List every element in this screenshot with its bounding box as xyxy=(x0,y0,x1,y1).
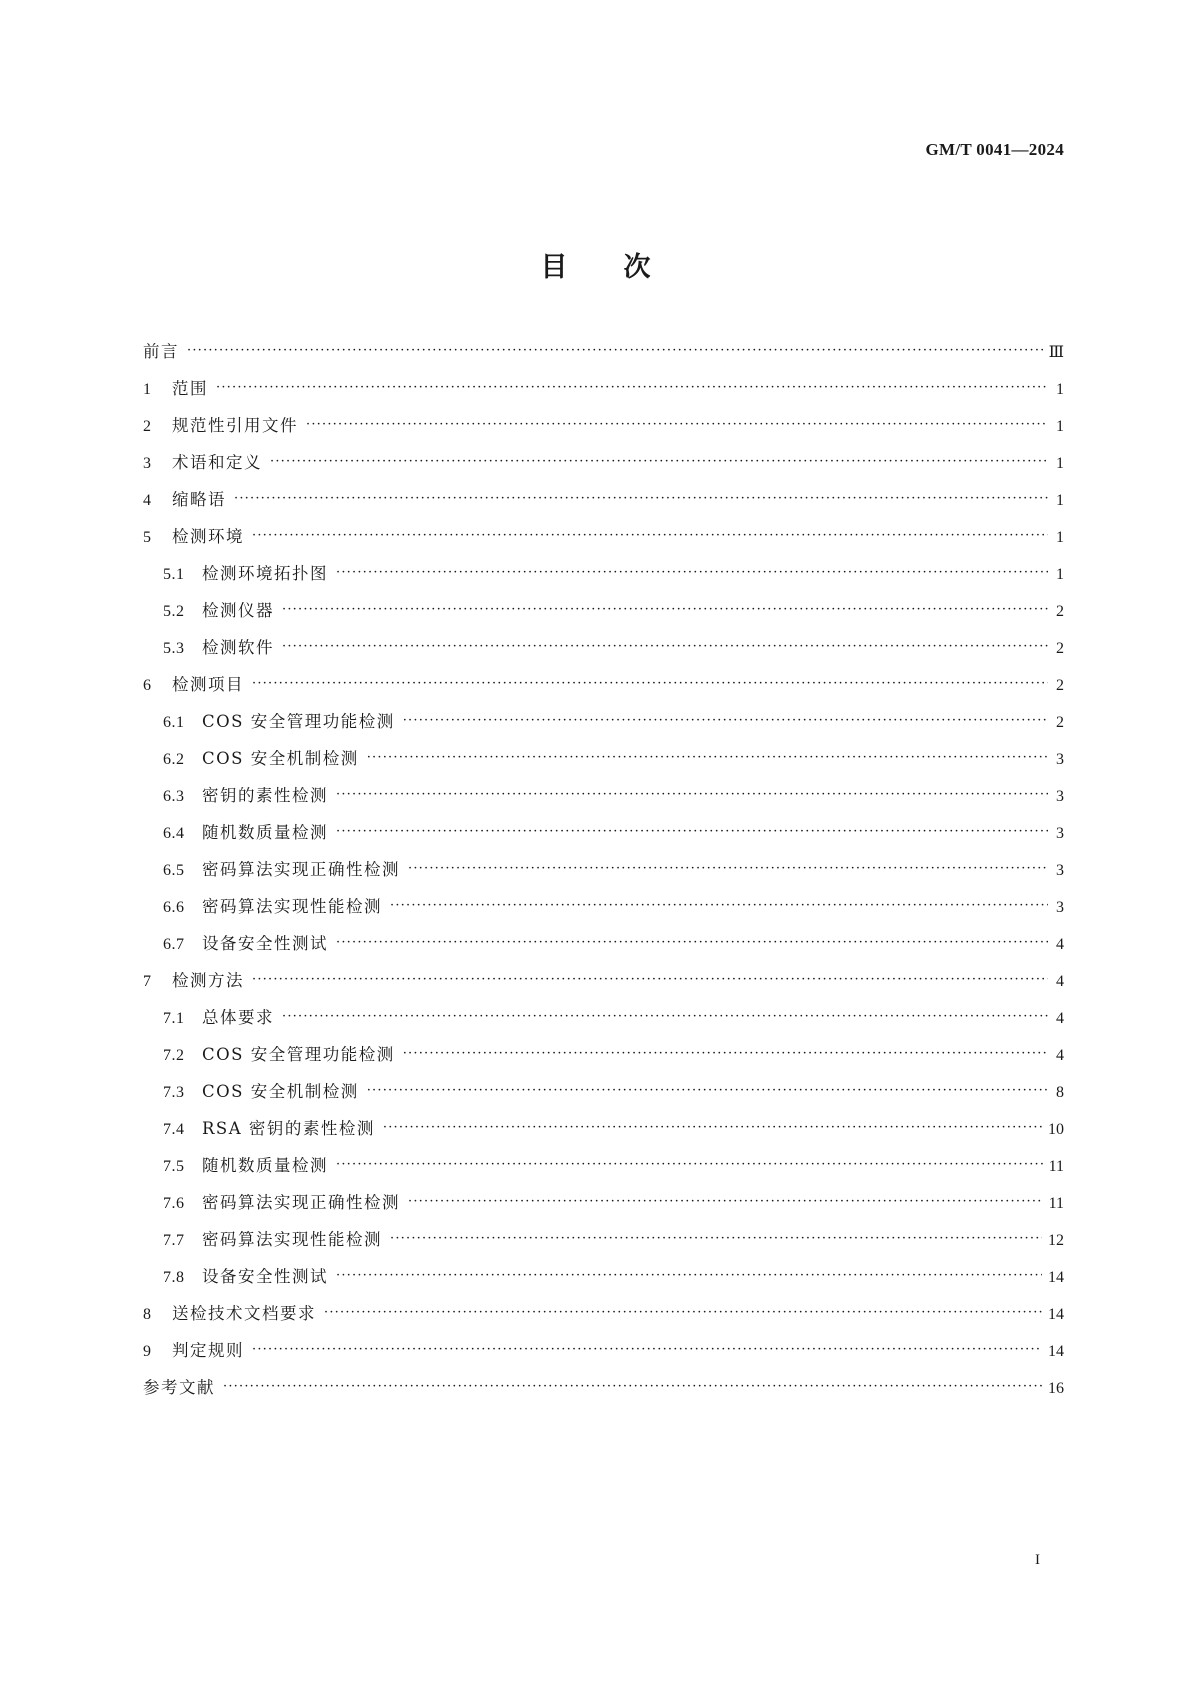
table-of-contents xyxy=(143,338,1064,1411)
toc-entry-title: COS 安全管理功能检测 xyxy=(202,712,395,731)
toc-entry-title: 缩略语 xyxy=(172,490,226,509)
toc-entry[interactable] xyxy=(143,967,1064,1004)
toc-entry[interactable] xyxy=(143,745,1064,782)
toc-entry-page: 4 xyxy=(1056,1047,1064,1064)
toc-entry[interactable] xyxy=(143,523,1064,560)
toc-entry-page: 2 xyxy=(1056,677,1064,694)
toc-entry-title: COS 安全机制检测 xyxy=(202,749,359,768)
toc-leader-dots xyxy=(336,1268,1042,1283)
toc-entry-title: 总体要求 xyxy=(202,1008,274,1027)
toc-entry-page: 1 xyxy=(1056,381,1064,398)
toc-leader-dots xyxy=(408,861,1048,876)
toc-entry-number: 5.3 xyxy=(163,640,185,657)
toc-leader-dots xyxy=(282,639,1048,654)
toc-entry-title: 密码算法实现性能检测 xyxy=(202,897,382,916)
toc-entry-number: 5.1 xyxy=(163,566,185,583)
toc-entry-number: 7.4 xyxy=(163,1121,185,1138)
toc-entry-number: 7.1 xyxy=(163,1010,185,1027)
toc-entry-page: 8 xyxy=(1056,1084,1064,1101)
toc-entry-title: 前言 xyxy=(143,342,179,361)
toc-entry[interactable] xyxy=(143,1189,1064,1226)
toc-entry-title: 检测项目 xyxy=(172,675,244,694)
toc-entry-page: 10 xyxy=(1048,1121,1064,1138)
toc-entry-page: 14 xyxy=(1048,1269,1064,1286)
toc-entry[interactable] xyxy=(143,819,1064,856)
toc-entry-page: 4 xyxy=(1056,936,1064,953)
toc-leader-dots xyxy=(403,1046,1048,1061)
toc-leader-dots xyxy=(216,380,1048,395)
toc-entry-page: 2 xyxy=(1056,714,1064,731)
toc-entry-title: 设备安全性测试 xyxy=(202,934,328,953)
toc-entry[interactable] xyxy=(143,597,1064,634)
toc-entry-page: 1 xyxy=(1056,492,1064,509)
toc-leader-dots xyxy=(252,528,1048,543)
toc-entry-title: 密钥的素性检测 xyxy=(202,786,328,805)
toc-entry[interactable] xyxy=(143,634,1064,671)
toc-leader-dots xyxy=(336,565,1048,580)
toc-entry[interactable] xyxy=(143,1226,1064,1263)
toc-entry-number: 5.2 xyxy=(163,603,185,620)
toc-leader-dots xyxy=(282,602,1048,617)
toc-entry-number: 6 xyxy=(143,677,152,694)
toc-entry-page: Ⅲ xyxy=(1048,344,1064,361)
page-number: I xyxy=(1035,1552,1040,1568)
toc-entry-title: 术语和定义 xyxy=(172,453,262,472)
toc-entry-number: 7.6 xyxy=(163,1195,185,1212)
toc-entry-number: 7.2 xyxy=(163,1047,185,1064)
toc-entry-title: 设备安全性测试 xyxy=(202,1267,328,1286)
toc-entry-title: 随机数质量检测 xyxy=(202,823,328,842)
toc-entry[interactable] xyxy=(143,1152,1064,1189)
toc-entry[interactable] xyxy=(143,856,1064,893)
toc-entry-title: 检测仪器 xyxy=(202,601,274,620)
toc-entry[interactable] xyxy=(143,375,1064,412)
toc-entry-title: 检测方法 xyxy=(172,971,244,990)
toc-entry[interactable] xyxy=(143,560,1064,597)
toc-entry[interactable] xyxy=(143,671,1064,708)
toc-leader-dots xyxy=(223,1379,1042,1394)
toc-leader-dots xyxy=(336,824,1048,839)
toc-entry-number: 7.3 xyxy=(163,1084,185,1101)
toc-leader-dots xyxy=(306,417,1048,432)
toc-entry[interactable] xyxy=(143,1337,1064,1374)
toc-entry-title: 判定规则 xyxy=(172,1341,244,1360)
toc-leader-dots xyxy=(187,343,1043,358)
toc-leader-dots xyxy=(336,935,1048,950)
toc-entry-title: 范围 xyxy=(172,379,208,398)
toc-entry-number: 6.2 xyxy=(163,751,185,768)
toc-entry-number: 7.8 xyxy=(163,1269,185,1286)
toc-entry-number: 9 xyxy=(143,1343,152,1360)
toc-entry[interactable] xyxy=(143,1041,1064,1078)
toc-entry[interactable] xyxy=(143,486,1064,523)
toc-entry-page: 3 xyxy=(1056,751,1064,768)
toc-entry-number: 6.6 xyxy=(163,899,185,916)
toc-entry[interactable] xyxy=(143,1115,1064,1152)
toc-leader-dots xyxy=(234,491,1048,506)
toc-entry-number: 2 xyxy=(143,418,152,435)
toc-entry[interactable] xyxy=(143,708,1064,745)
toc-entry-title: 检测环境拓扑图 xyxy=(202,564,328,583)
toc-entry[interactable] xyxy=(143,782,1064,819)
toc-entry-page: 1 xyxy=(1056,418,1064,435)
toc-entry[interactable] xyxy=(143,412,1064,449)
toc-entry-page: 11 xyxy=(1048,1158,1064,1175)
toc-entry-number: 6.4 xyxy=(163,825,185,842)
toc-entry-page: 2 xyxy=(1056,603,1064,620)
toc-leader-dots xyxy=(282,1009,1048,1024)
toc-entry-number: 6.1 xyxy=(163,714,185,731)
toc-leader-dots xyxy=(403,713,1048,728)
page-title-char-2: 次 xyxy=(623,252,651,283)
toc-entry-title: COS 安全管理功能检测 xyxy=(202,1045,395,1064)
toc-entry-title: COS 安全机制检测 xyxy=(202,1082,359,1101)
toc-leader-dots xyxy=(324,1305,1042,1320)
toc-leader-dots xyxy=(408,1194,1043,1209)
toc-entry-number: 7.5 xyxy=(163,1158,185,1175)
toc-entry-page: 1 xyxy=(1056,455,1064,472)
standard-code: GM/T 0041—2024 xyxy=(925,140,1064,159)
toc-entry-title: 检测软件 xyxy=(202,638,274,657)
toc-leader-dots xyxy=(252,972,1048,987)
toc-entry[interactable] xyxy=(143,893,1064,930)
toc-entry-number: 6.7 xyxy=(163,936,185,953)
toc-entry-page: 3 xyxy=(1056,825,1064,842)
toc-entry[interactable] xyxy=(143,338,1064,375)
toc-entry[interactable] xyxy=(143,930,1064,967)
toc-leader-dots xyxy=(336,1157,1043,1172)
toc-entry-page: 16 xyxy=(1048,1380,1064,1397)
toc-entry-page: 4 xyxy=(1056,973,1064,990)
toc-leader-dots xyxy=(252,1342,1042,1357)
toc-entry[interactable] xyxy=(143,1004,1064,1041)
toc-entry[interactable] xyxy=(143,1374,1064,1411)
toc-entry-page: 12 xyxy=(1048,1232,1064,1249)
page-title xyxy=(0,245,1191,284)
toc-leader-dots xyxy=(270,454,1048,469)
toc-entry[interactable] xyxy=(143,449,1064,486)
toc-leader-dots xyxy=(367,750,1048,765)
toc-leader-dots xyxy=(390,1231,1042,1246)
toc-entry-page: 3 xyxy=(1056,899,1064,916)
toc-entry[interactable] xyxy=(143,1300,1064,1337)
toc-entry-page: 1 xyxy=(1056,566,1064,583)
toc-entry-page: 1 xyxy=(1056,529,1064,546)
toc-entry-number: 5 xyxy=(143,529,152,546)
toc-entry-title: 规范性引用文件 xyxy=(172,416,298,435)
toc-entry-number: 1 xyxy=(143,381,152,398)
toc-entry-page: 3 xyxy=(1056,862,1064,879)
toc-leader-dots xyxy=(383,1120,1042,1135)
toc-entry-title: 参考文献 xyxy=(143,1378,215,1397)
toc-entry-number: 6.3 xyxy=(163,788,185,805)
toc-entry-page: 14 xyxy=(1048,1306,1064,1323)
toc-entry-title: RSA 密钥的素性检测 xyxy=(202,1119,375,1138)
toc-entry-page: 11 xyxy=(1048,1195,1064,1212)
toc-entry-page: 2 xyxy=(1056,640,1064,657)
toc-entry-title: 送检技术文档要求 xyxy=(172,1304,316,1323)
toc-entry-number: 6.5 xyxy=(163,862,185,879)
toc-entry-number: 3 xyxy=(143,455,152,472)
toc-entry-number: 8 xyxy=(143,1306,152,1323)
toc-leader-dots xyxy=(252,676,1048,691)
toc-entry-title: 检测环境 xyxy=(172,527,244,546)
toc-entry-title: 随机数质量检测 xyxy=(202,1156,328,1175)
toc-entry[interactable] xyxy=(143,1078,1064,1115)
toc-entry-title: 密码算法实现正确性检测 xyxy=(202,1193,400,1212)
toc-entry-title: 密码算法实现性能检测 xyxy=(202,1230,382,1249)
toc-entry-page: 14 xyxy=(1048,1343,1064,1360)
toc-entry-page: 4 xyxy=(1056,1010,1064,1027)
page-title-char-1: 目 xyxy=(540,252,568,283)
toc-entry-page: 3 xyxy=(1056,788,1064,805)
toc-leader-dots xyxy=(367,1083,1048,1098)
toc-leader-dots xyxy=(336,787,1048,802)
toc-leader-dots xyxy=(390,898,1048,913)
toc-entry-number: 7 xyxy=(143,973,152,990)
toc-entry-number: 4 xyxy=(143,492,152,509)
toc-entry-number: 7.7 xyxy=(163,1232,185,1249)
toc-entry-title: 密码算法实现正确性检测 xyxy=(202,860,400,879)
toc-entry[interactable] xyxy=(143,1263,1064,1300)
